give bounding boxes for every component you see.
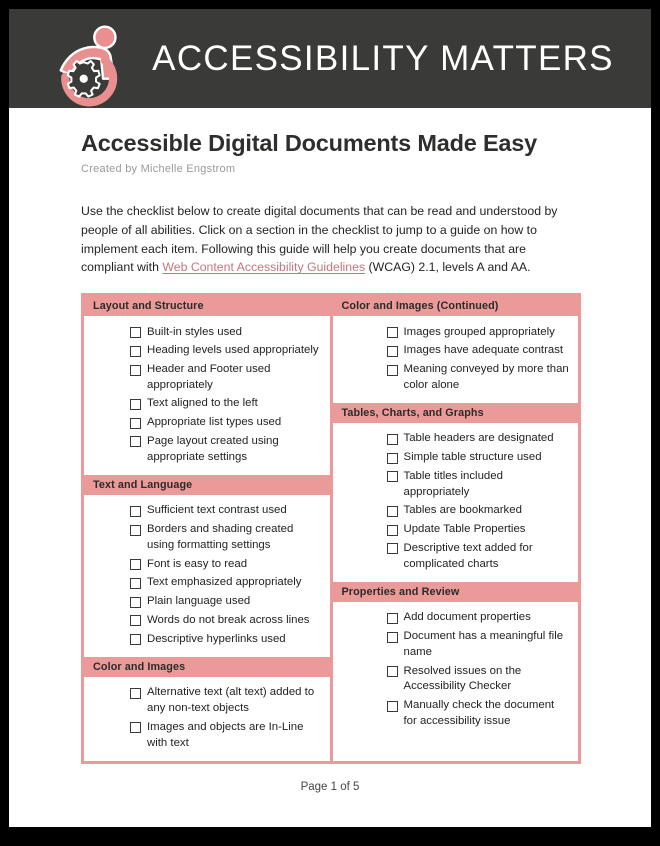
checklist-item-label: Table titles included appropriately [403,469,503,498]
checklist-item-label: Meaning conveyed by more than color alone [403,363,569,391]
checklist-item[interactable] [92,342,322,361]
checklist-item[interactable] [92,502,322,521]
section-header-text-and-language[interactable]: Text and Language [84,475,330,495]
checkbox-icon[interactable] [387,434,398,445]
intro-text-part1: Use the checklist below to create digital documents that can be read and understood by people of all abilities. Click on a section in the checklist to jump to a guide on how to implement each item. Following this guide will help you create documents that are compliant with [81,204,558,275]
checklist-item[interactable] [92,521,322,555]
checklist-item-label: Heading levels used appropriately [147,344,319,357]
checklist-item-label: Sufficient text contrast used [147,504,287,517]
checkbox-icon[interactable] [130,436,141,447]
checklist-item[interactable] [92,630,322,649]
checklist-item-label: Descriptive text added for complicated charts [403,541,533,570]
checkbox-icon[interactable] [130,365,141,376]
wcag-guidelines-link[interactable]: Web Content Accessibility Guidelines [162,260,366,275]
accessibility-wheelchair-gear-icon [46,18,138,110]
checkbox-icon[interactable] [387,453,398,464]
section-header-color-and-images-continued[interactable]: Color and Images (Continued) [333,296,579,316]
checklist-item-label: Resolved issues on the Accessibility Checker [403,664,522,693]
checklist-item[interactable] [92,361,322,395]
checklist-item-label: Tables are bookmarked [403,504,522,517]
checklist-item[interactable] [92,593,322,612]
checklist-item-label: Words do not break across lines [147,613,310,626]
checkbox-icon[interactable] [130,346,141,357]
checklist-item[interactable] [341,361,571,395]
checklist-item-label: Table headers are designated [403,432,554,445]
section-header-properties-and-review[interactable]: Properties and Review [333,582,579,602]
checklist-item[interactable] [92,323,322,342]
checkbox-icon[interactable] [130,615,141,626]
checkbox-icon[interactable] [387,506,398,517]
checkbox-icon[interactable] [387,327,398,338]
checklist-item-label: Font is easy to read [147,557,248,570]
checklist-item[interactable] [341,539,571,573]
checkbox-icon[interactable] [387,666,398,677]
checklist-item-label: Manually check the document for accessibility issue [403,699,555,727]
checkbox-icon[interactable] [130,559,141,570]
section-body-properties-and-review [333,602,579,761]
checklist-left-column [84,296,330,761]
checklist-item[interactable] [341,662,571,696]
section-body-text-and-language [84,495,330,657]
checklist-item-label: Update Table Properties [403,523,526,536]
section-header-color-and-images[interactable]: Color and Images [84,657,330,677]
checkbox-icon[interactable] [130,327,141,338]
checklist-item-label: Simple table structure used [403,451,542,464]
checkbox-icon[interactable] [387,471,398,482]
checklist-item[interactable] [341,323,571,342]
checklist-item[interactable] [92,432,322,466]
accessibility-checklist-table [81,293,581,764]
checkbox-icon[interactable] [387,613,398,624]
checklist-item[interactable] [92,611,322,630]
checklist-item[interactable] [341,521,571,540]
intro-text-part2: (WCAG) 2.1, levels A and AA. [365,260,531,275]
checklist-item-label: Appropriate list types used [147,416,282,429]
checkbox-icon[interactable] [130,597,141,608]
checkbox-icon[interactable] [387,543,398,554]
checklist-item-label: Page layout created using appropriate settings [147,434,279,463]
document-page [9,9,651,827]
section-body-color-and-images [84,677,330,761]
checklist-item[interactable] [341,628,571,662]
page-title: Accessible Digital Documents Made Easy [81,130,538,156]
section-body-tables-charts-and-graphs [333,423,579,582]
checklist-item[interactable] [341,609,571,628]
checkbox-icon[interactable] [130,418,141,429]
checkbox-icon[interactable] [130,634,141,645]
checklist-item[interactable] [92,414,322,433]
checklist-item[interactable] [92,684,322,718]
checklist-item-label: Header and Footer used appropriately [147,363,271,391]
checklist-item[interactable] [341,342,571,361]
checklist-item-label: Descriptive hyperlinks used [147,632,286,645]
checkbox-icon[interactable] [130,399,141,410]
checkbox-icon[interactable] [130,722,141,733]
checklist-item-label: Alternative text (alt text) added to any non-text objects [147,686,315,715]
checklist-item-label: Images grouped appropriately [403,325,555,338]
checklist-item[interactable] [341,467,571,501]
checkbox-icon[interactable] [387,701,398,712]
checkbox-icon[interactable] [130,688,141,699]
checklist-item[interactable] [92,395,322,414]
document-content [9,108,651,764]
checklist-item[interactable] [341,430,571,449]
checklist-item-label: Images have adequate contrast [403,344,564,357]
checkbox-icon[interactable] [387,365,398,376]
checklist-item-label: Document has a meaningful file name [403,630,564,658]
checkbox-icon[interactable] [130,525,141,536]
section-header-tables-charts-and-graphs[interactable]: Tables, Charts, and Graphs [333,403,579,423]
intro-paragraph [9,187,651,277]
checkbox-icon[interactable] [130,578,141,589]
checklist-item-label: Plain language used [147,595,251,608]
brand-title: ACCESSIBILITY MATTERS [152,38,614,78]
author-byline: Created by Michelle Engstrom [81,163,236,175]
checklist-item-label: Images and objects are In-Line with text [147,720,304,749]
checklist-item-label: Text aligned to the left [147,397,258,410]
section-body-layout-and-structure [84,316,330,475]
checklist-item[interactable] [92,718,322,752]
brand-header-band [9,9,651,108]
checklist-item-label: Borders and shading created using formatting settings [147,523,294,551]
checklist-item[interactable] [92,555,322,574]
section-header-layout-and-structure[interactable]: Layout and Structure [84,296,330,316]
checklist-item[interactable] [341,502,571,521]
checklist-item[interactable] [341,697,571,731]
section-body-color-and-images-continued [333,316,579,403]
checkbox-icon[interactable] [387,525,398,536]
checklist-item-label: Text emphasized appropriately [147,576,302,589]
checkbox-icon[interactable] [387,346,398,357]
checkbox-icon[interactable] [387,632,398,643]
checklist-item-label: Built-in styles used [147,325,242,338]
checkbox-icon[interactable] [130,506,141,517]
checklist-item[interactable] [341,449,571,468]
page-footer: Page 1 of 5 [300,781,360,793]
checklist-item[interactable] [92,574,322,593]
checklist-item-label: Add document properties [403,611,531,624]
checklist-right-column [333,296,579,761]
